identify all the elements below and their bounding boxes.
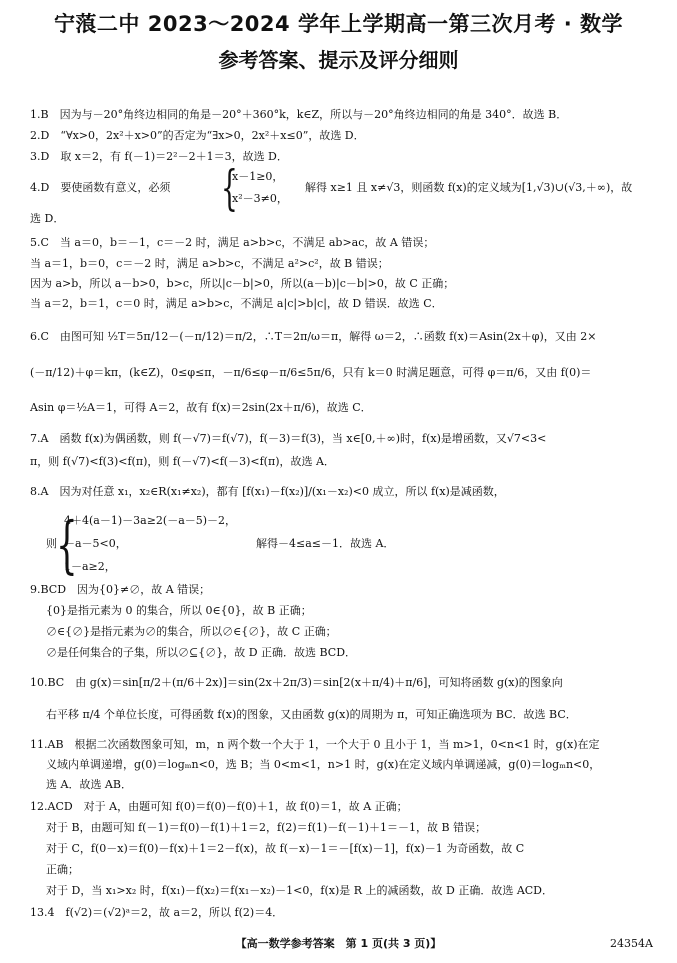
answer-line-q5: 5.C 当 a＝0，b＝－1，c＝－2 时，满足 a>b>c，不满足 ab>ac，故 A 错误；	[30, 236, 435, 249]
answer-line-q9: 9.BCD 因为{0}≠∅，故 A 错误；	[30, 583, 211, 596]
answer-line-q4-cont: 解得 x≥1 且 x≠√3，则函数 f(x)的定义域为[1,√3)∪(√3,＋∞)，故	[305, 181, 633, 194]
system-line-q4-2: x²－3≠0，	[232, 192, 288, 205]
answer-line-q12-3: 对于 C，f(0－x)＝f(0)－f(x)＋1＝2－f(x)，故 f(－x)－1＝－[f(x)－1]，f(x)－1 为奇函数，故 C	[46, 842, 525, 855]
page-title: 宁蒗二中 2023～2024 学年上学期高一第三次月考 · 数学	[53, 12, 624, 36]
answer-line-q12-2: 对于 B，由题可知 f(－1)＝f(0)－f(1)＋1＝2，f(2)＝f(1)－f(－1)＋1＝－1，故 B 错误；	[46, 821, 487, 834]
system-line-q4-1: x－1≥0，	[232, 170, 284, 183]
answer-line-q9-2: {0}是指元素为 0 的集合，所以 0∈{0}，故 B 正确；	[46, 604, 312, 617]
system-line-q8-3: 1－a≥2，	[64, 560, 116, 573]
system-line-q8-1: 4＋4(a－1)－3a≥2(－a－5)－2，	[64, 514, 237, 527]
answer-line-q12: 12.ACD 对于 A，由题可知 f(0)＝f(0)－f(0)＋1，故 f(0)＝1，故 A 正确；	[30, 800, 408, 813]
system-brace-q8: {	[56, 508, 78, 581]
answer-line-q6: 6.C 由图可知 ½T＝5π/12－(－π/12)＝π/2，∴T＝2π/ω＝π，解得 ω＝2，∴函数 f(x)＝Asin(2x＋φ)，又由 2×	[30, 330, 597, 343]
answer-line-q12-4: 正确；	[46, 863, 79, 876]
answer-line-q5-3: 因为 a>b，所以 a－b>0，b>c，所以|c－b|>0，所以(a－b)|c－b|>0，故 C 正确；	[30, 277, 455, 290]
answer-line-q11-3: 选 A．故选 AB．	[46, 778, 132, 791]
answer-line-q5-2: 当 a＝1，b＝0，c＝－2 时，满足 a>b>c，不满足 a²>c²，故 B 错误；	[30, 257, 389, 270]
footer-code: 24354A	[610, 937, 653, 950]
answer-line-q11: 11.AB 根据二次函数图象可知，m，n 两个数一个大于 1，一个大于 0 且小于 1，当 m>1，0<n<1 时，g(x)在定	[30, 738, 600, 751]
answer-line-q9-3: ∅∈{∅}是指元素为∅的集合，所以∅∈{∅}，故 C 正确；	[46, 625, 337, 638]
answer-line-q7: 7.A 函数 f(x)为偶函数，则 f(－√7)＝f(√7)，f(－3)＝f(3)，当 x∈[0,＋∞)时，f(x)是增函数，又√7<3<	[30, 432, 547, 445]
footer-page-info: 【高一数学参考答案 第 1 页(共 3 页)】	[235, 937, 442, 950]
answer-line-q11-2: 义域内单调递增，g(0)＝logₘn<0，选 B；当 0<m<1，n>1 时，g(x)在定义域内单调递减，g(0)＝logₘn<0，	[46, 758, 601, 771]
answer-line-q1: 1.B 因为与－20°角终边相同的角是－20°＋360°k，k∈Z，所以与－20°角终边相同的角是 340°．故选 B．	[30, 108, 568, 121]
answer-line-q8: 8.A 因为对任意 x₁，x₂∈R(x₁≠x₂)，都有 [f(x₁)－f(x₂)]/(x₁－x₂)<0 成立，所以 f(x)是减函数，	[30, 485, 505, 498]
system-line-q8-2: －a－5<0，	[64, 537, 127, 550]
answer-line-q7-2: π，则 f(√7)<f(3)<f(π)，则 f(－√7)<f(－3)<f(π)，故选 A．	[30, 455, 335, 468]
answer-line-q4-end: 选 D．	[30, 212, 65, 225]
answer-line-q4: 4.D 要使函数有意义，必须	[30, 181, 171, 194]
answer-line-q13: 13.4 f(√2)＝(√2)ᵃ＝2，故 a＝2，所以 f(2)＝4．	[30, 906, 284, 919]
answer-line-q12-5: 对于 D，当 x₁>x₂ 时，f(x₁)－f(x₂)＝f(x₁－x₂)－1<0，f(x)是 R 上的减函数，故 D 正确．故选 ACD．	[46, 884, 554, 897]
answer-line-q10-2: 右平移 π/4 个单位长度，可得函数 f(x)的图象，又由函数 g(x)的周期为 π，可知正确选项为 BC．故选 BC．	[46, 708, 577, 721]
page-subtitle: 参考答案、提示及评分细则	[218, 48, 459, 72]
system-brace-q4: {	[221, 160, 238, 216]
answer-line-q8-result: 解得－4≤a≤－1．故选 A．	[256, 537, 395, 550]
answer-line-q5-4: 当 a＝2，b＝1，c＝0 时，满足 a>b>c，不满足 a|c|>b|c|，故 D 错误．故选 C．	[30, 297, 443, 310]
answer-line-q8-ze: 则	[46, 537, 57, 550]
answer-line-q6-2: (－π/12)＋φ＝kπ，(k∈Z)，0≤φ≤π，－π/6≤φ－π/6≤5π/6，只有 k＝0 时满足题意，可得 φ＝π/6，又由 f(0)＝	[30, 366, 592, 379]
answer-line-q10: 10.BC 由 g(x)＝sin[π/2＋(π/6＋2x)]＝sin(2x＋2π/3)＝sin[2(x＋π/4)＋π/6]，可知将函数 g(x)的图象向	[30, 676, 563, 689]
answer-line-q6-3: Asin φ＝½A＝1，可得 A＝2，故有 f(x)＝2sin(2x＋π/6)，故选 C．	[30, 401, 372, 414]
answer-line-q2: 2.D “∀x>0，2x²＋x>0”的否定为“∃x>0，2x²＋x≤0”，故选 D．	[30, 129, 365, 142]
answer-line-q3: 3.D 取 x＝2，有 f(－1)＝2²－2＋1＝3，故选 D．	[30, 150, 288, 163]
answer-line-q9-4: ∅是任何集合的子集，所以∅⊆{∅}，故 D 正确．故选 BCD．	[46, 646, 357, 659]
